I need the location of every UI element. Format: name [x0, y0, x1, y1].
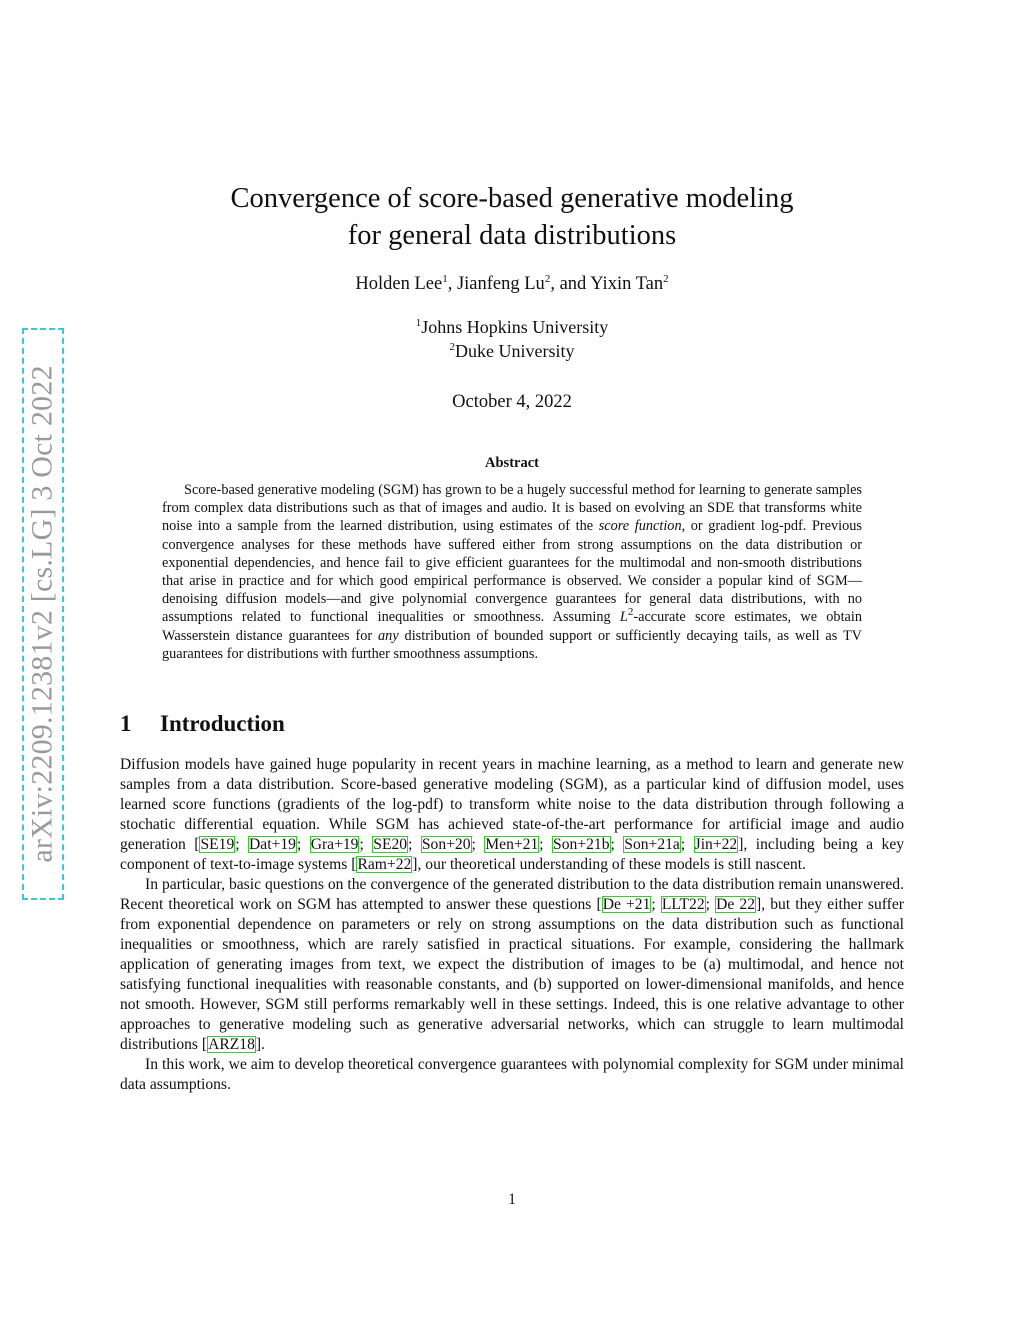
abstract-text — [162, 481, 862, 663]
abstract-part-1: Score-based generative modeling (SGM) has grown to be a hugely successful method for learning to generate samples from complex data distributions such as that of images and audio. It is based on evolving an SDE that transforms white noise into a sample from the learned distribution, using estimates of the — [162, 482, 862, 535]
author-list — [120, 274, 904, 295]
author-sep-1: , — [447, 274, 457, 294]
page-number: 1 — [508, 1191, 516, 1208]
author-2: Jianfeng Lu — [456, 274, 545, 294]
citation-llt22[interactable]: LLT22 — [661, 896, 705, 913]
arxiv-stamp — [22, 328, 64, 900]
title-line-1: Convergence of score-based generative modeling — [230, 183, 794, 214]
affiliation-1 — [120, 315, 904, 339]
paragraph-1: Diffusion models have gained huge popularity in recent years in machine learning, as a method to learn and generate new samples from a data distribution. Score-based generative modeling (SGM), as a particular kind of diffusion model, uses learned score functions (gradients of the log-pdf) to transform white noise to the data distribution through following a stochatic differential equation. While SGM has achieved state-of-the-art performance for artificial image and audio generation [SE19; Dat+19; Gra+19; SE20; Son+20; Men+21; Son+21b; Son+21a; Jin+22], including being a key component of text-to-image systems [Ram+22], our theoretical understanding of these models is still nascent. — [120, 756, 905, 873]
affiliation-1-mark: 1 — [415, 317, 422, 329]
author-1: Holden Lee — [355, 274, 443, 294]
citation-de21[interactable]: De +21 — [602, 896, 651, 913]
citation-son21a[interactable]: Son+21a — [624, 836, 680, 853]
author-3-affil: 2 — [663, 272, 669, 285]
section-heading — [120, 711, 285, 737]
affiliation-2-name: Duke University — [455, 341, 575, 361]
paragraph-2: In particular, basic questions on the convergence of the generated distribution to the data distribution remain unanswered. Recent theoretical work on SGM has attempted to answer these questions [De +21; LLT22; De 22], but they either suffer from exponential dependence on parameters or rely on strong assumptions on the data distribution such as functional inequalities or smoothness, which are rarely satisfied in practical situations. For example, considering the hallmark application of generating images from text, we expect the distribution of images to be (a) multimodal, and hence not satisfying functional inequalities with reasonable constants, and (b) supported on lower-dimensional manifolds, and hence not smooth. However, SGM still performs remarkably well in these settings. Indeed, this is one relative advantage to other approaches to generative modeling such as generative adversarial networks, which can struggle to learn multimodal distributions [ARZ18]. — [120, 876, 904, 1053]
abstract-part-3: -accurate score estimates, we obtain Wasserstein distance guarantees for — [162, 609, 863, 644]
citation-se20[interactable]: SE20 — [373, 836, 408, 853]
para2-text-1: In particular, basic questions on the convergence of the generated distribution to the data distribution remain unanswered. Recent theoretical work on SGM has attempted to answer these questions [ — [120, 876, 904, 913]
abstract-part-2: , or gradient log-pdf. Previous convergence analyses for these methods have suffered either from strong assumptions on the data distribution or exponential dependencies, and hence fail to give efficient guarantees for the multimodal and non-smooth distributions that arise in practice and for which good empirical performance is observed. We consider a popular kind of SGM—denoising diffusion models—and give polynomial convergence guarantees for general data distributions, with no assumptions related to functional inequalities or smoothness. Assuming — [162, 518, 862, 626]
title-line-2: for general data distributions — [347, 220, 677, 251]
citation-son20[interactable]: Son+20 — [421, 836, 471, 853]
citation-de22[interactable]: De 22 — [716, 896, 756, 913]
abstract-heading: Abstract — [485, 455, 539, 471]
affiliations — [120, 315, 904, 363]
paragraph-3: In this work, we aim to develop theoretical convergence guarantees with polynomial complexity for SGM under minimal data assumptions. — [120, 1056, 904, 1093]
arxiv-stamp-text: arXiv:2209.12381v2 [cs.LG] 3 Oct 2022 — [26, 365, 60, 863]
affiliation-2-mark: 2 — [449, 341, 455, 353]
abstract-emphasis-any: any — [378, 627, 399, 644]
section-body — [120, 755, 904, 1095]
citation-gra19[interactable]: Gra+19 — [310, 836, 359, 853]
citation-son21b[interactable]: Son+21b — [553, 836, 610, 853]
paper-date: October 4, 2022 — [452, 392, 572, 412]
citation-men21[interactable]: Men+21 — [485, 836, 539, 853]
math-l: L — [619, 609, 628, 626]
author-1-affil: 1 — [442, 272, 448, 285]
math-l-exponent: 2 — [627, 606, 634, 619]
affiliation-1-name: Johns Hopkins University — [421, 317, 609, 337]
para2-text-3: ]. — [255, 1036, 265, 1053]
author-2-affil: 2 — [544, 272, 551, 285]
author-3: Yixin Tan — [590, 274, 664, 294]
section-number: 1 — [120, 711, 132, 736]
citation-se19[interactable]: SE19 — [200, 836, 235, 853]
affiliation-2 — [120, 339, 904, 363]
author-sep-2: , and — [550, 274, 591, 294]
section-title: Introduction — [160, 711, 285, 736]
para1-text-2: ], including being a key component of text-to-image systems [ — [120, 836, 905, 873]
para1-text-1: Diffusion models have gained huge popularity in recent years in machine learning, as a method to learn and generate new samples from a data distribution. Score-based generative modeling (SGM), as a particular kind of diffusion model, uses learned score functions (gradients of the log-pdf) to transform white noise to the data distribution through following a stochatic differential equation. While SGM has achieved state-of-the-art performance for artificial image and audio generation [ — [120, 756, 904, 853]
citation-arz18[interactable]: ARZ18 — [208, 1036, 255, 1053]
para1-text-3: ], our theoretical understanding of these models is still nascent. — [412, 856, 806, 873]
para2-text-2: ], but they either suffer from exponential dependence on parameters or rely on strong assumptions on the data distribution such as functional inequalities or smoothness, which are rarely satisfied in practical situations. For example, considering the hallmark application of generating images from text, we expect the distribution of images to be (a) multimodal, and hence not satisfying functional inequalities with reasonable constants, and (b) supported on lower-dimensional manifolds, and hence not smooth. However, SGM still performs remarkably well in these settings. Indeed, this is one relative advantage to other approaches to generative modeling such as generative adversarial networks, which can struggle to learn multimodal distributions [ — [120, 896, 904, 1053]
citation-dat19[interactable]: Dat+19 — [249, 836, 296, 853]
paper-title — [120, 180, 904, 254]
citation-jin22[interactable]: Jin+22 — [694, 836, 738, 853]
abstract-part-4: distribution of bounded support or sufficiently decaying tails, as well as TV guarantees for distributions with further smoothness assumptions. — [162, 627, 862, 662]
abstract-emphasis-score-function: score function — [598, 518, 682, 535]
citation-ram22[interactable]: Ram+22 — [357, 856, 412, 873]
